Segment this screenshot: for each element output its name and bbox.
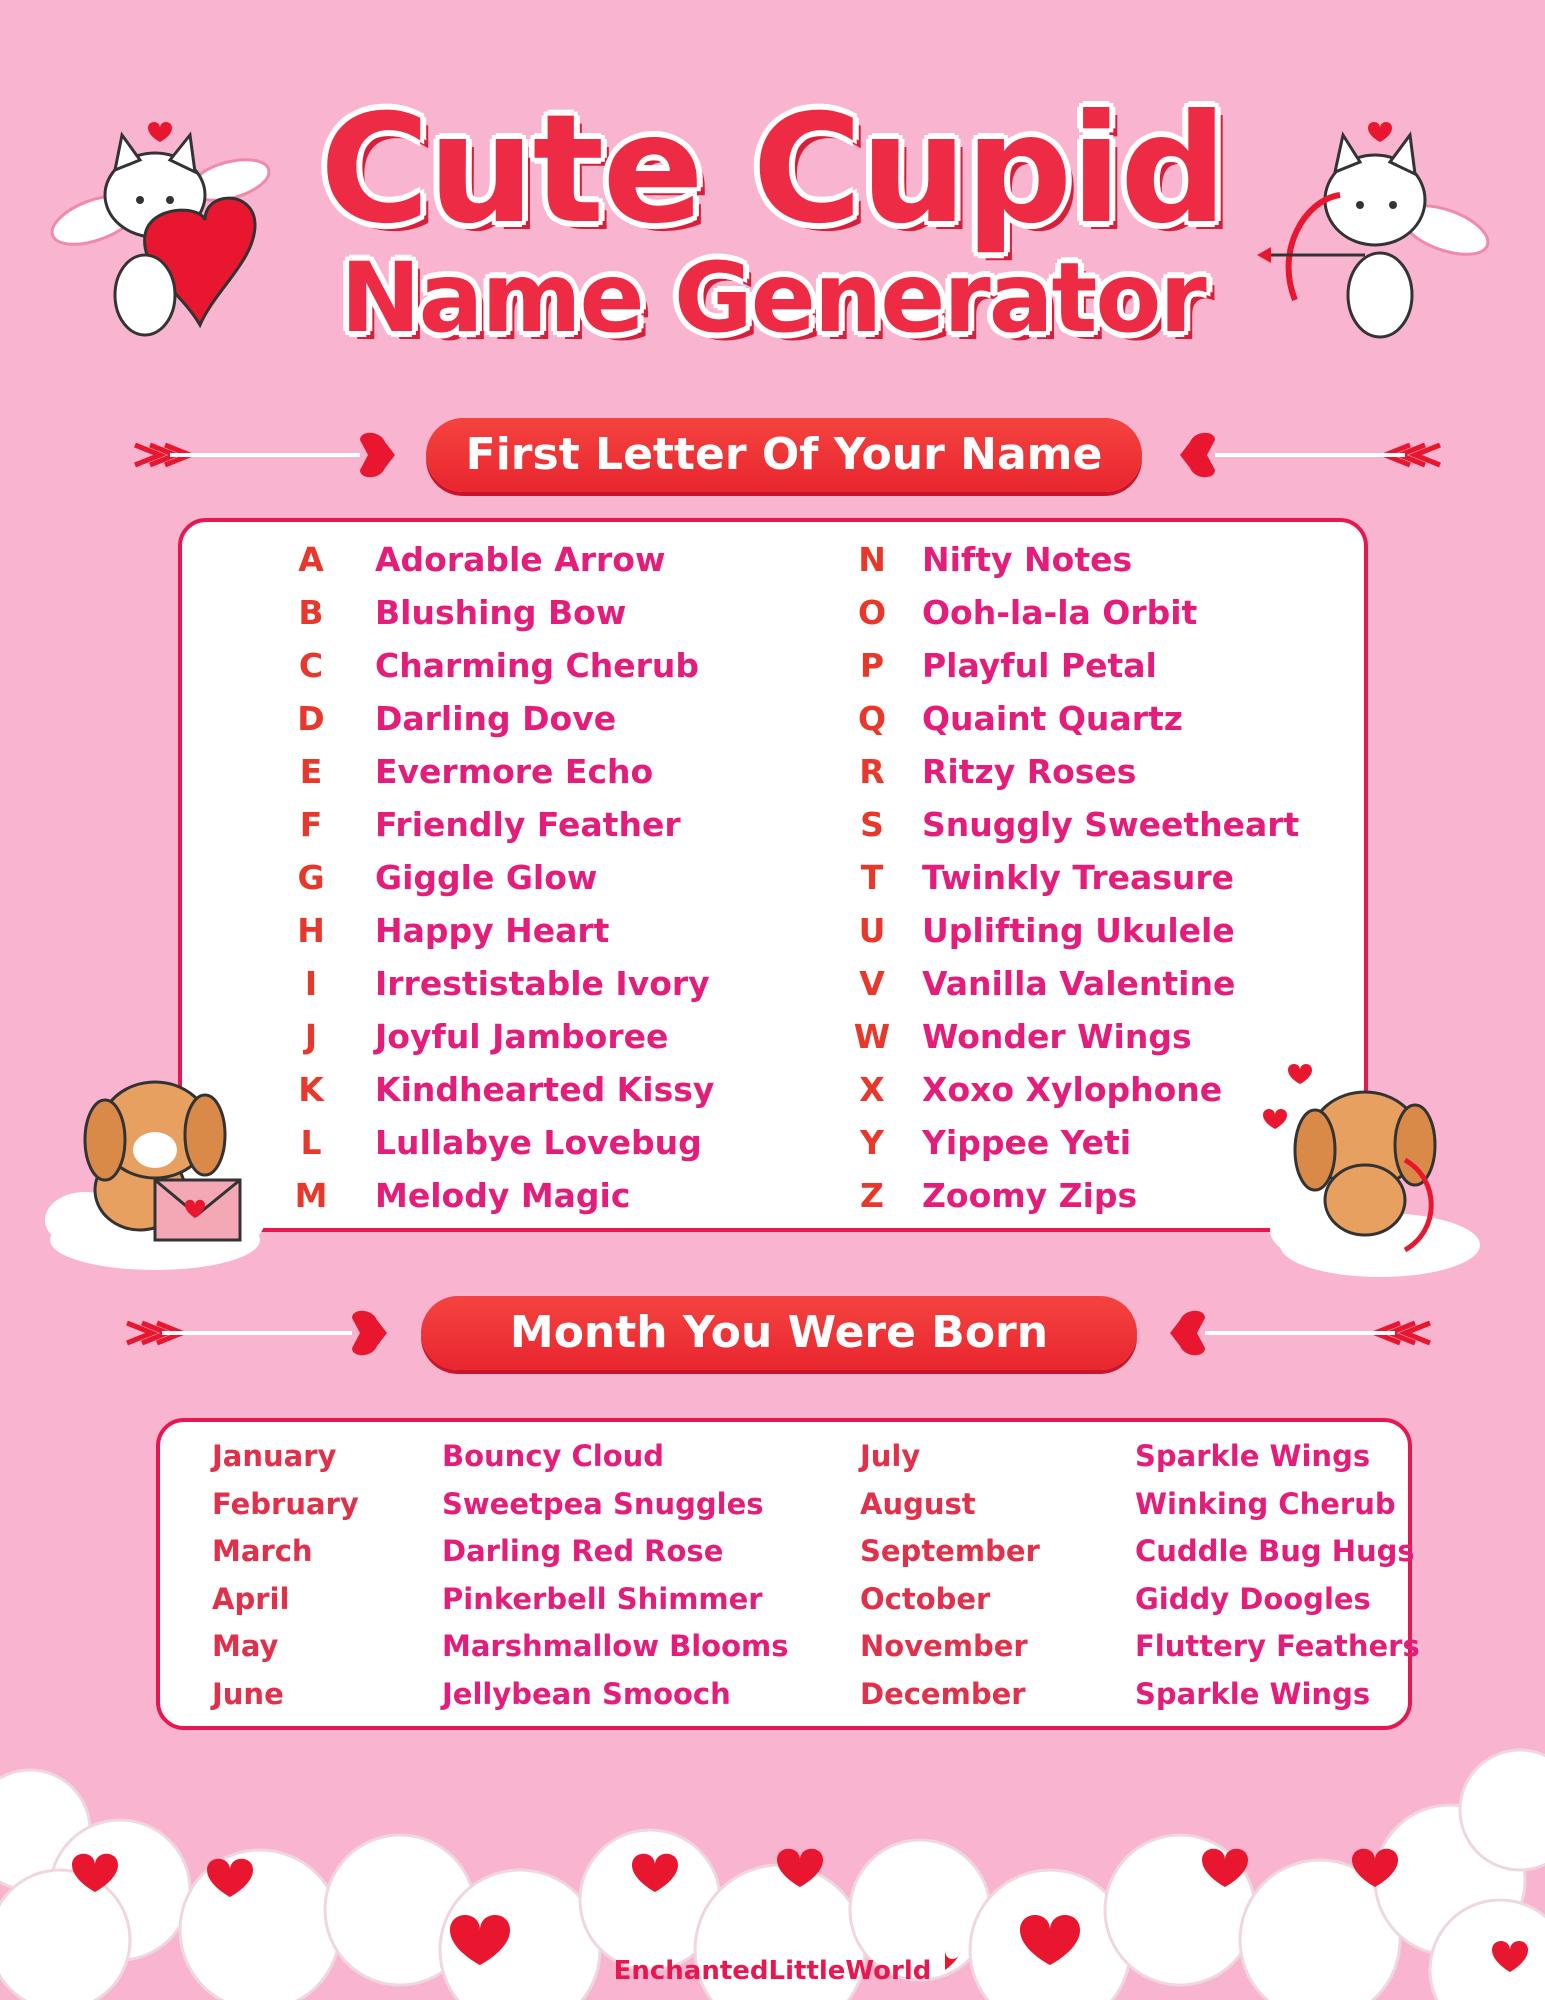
month-key: October (860, 1581, 991, 1616)
letter-name: Vanilla Valentine (922, 964, 1236, 1003)
month-key: June (212, 1676, 284, 1711)
month-name: Fluttery Feathers (1135, 1629, 1420, 1663)
letter-key: I (304, 964, 318, 1003)
month-key: July (860, 1439, 921, 1473)
letter-key: Z (860, 1176, 884, 1215)
letter-key: B (298, 593, 324, 632)
letter-key: R (859, 752, 885, 791)
letter-key: N (858, 540, 886, 579)
letter-name: Darling Dove (375, 699, 617, 738)
letter-name: Friendly Feather (375, 805, 681, 844)
footer-brand: EnchantedLittleWorld (613, 1956, 932, 1986)
letter-key: O (857, 593, 887, 632)
month-name: Marshmallow Blooms (442, 1629, 789, 1663)
letter-name: Ritzy Roses (922, 752, 1137, 791)
letter-key: C (298, 646, 324, 685)
letter-name: Wonder Wings (922, 1017, 1192, 1056)
month-name: Sweetpea Snuggles (442, 1486, 764, 1521)
letter-key: L (300, 1123, 322, 1162)
letter-key: T (860, 858, 884, 897)
month-name: Winking Cherub (1135, 1486, 1396, 1521)
arrow-heart-icon (1175, 430, 1445, 480)
month-name: Bouncy Cloud (442, 1439, 665, 1473)
month-name: Cuddle Bug Hugs (1135, 1534, 1415, 1568)
letter-name: Giggle Glow (375, 858, 598, 897)
letter-name: Yippee Yeti (922, 1123, 1132, 1162)
letter-name: Zoomy Zips (922, 1176, 1138, 1215)
letter-name: Twinkly Treasure (922, 858, 1235, 897)
letter-name: Snuggly Sweetheart (922, 805, 1300, 844)
title-line-1: Cute Cupid (319, 83, 1226, 257)
letter-key: M (294, 1176, 328, 1215)
month-name: Jellybean Smooch (442, 1676, 731, 1711)
letter-name: Quaint Quartz (922, 699, 1183, 738)
arrow-heart-icon (1165, 1308, 1435, 1358)
letter-key: U (858, 911, 886, 950)
month-key: November (860, 1629, 1028, 1663)
cupid-cat-bow-icon (1255, 110, 1495, 350)
letter-name: Blushing Bow (375, 593, 627, 632)
letter-key: F (299, 805, 323, 844)
month-name: Pinkerbell Shimmer (442, 1581, 763, 1616)
month-name: Darling Red Rose (442, 1534, 724, 1568)
letter-key: E (299, 752, 323, 791)
letter-name: Joyful Jamboree (375, 1017, 669, 1056)
title-line-2: Name Generator (340, 242, 1205, 354)
letter-key: X (859, 1070, 885, 1109)
letter-name: Kindhearted Kissy (375, 1070, 715, 1109)
month-key: April (212, 1581, 290, 1616)
letter-name: Evermore Echo (375, 752, 654, 791)
cupid-cat-heart-icon (40, 110, 280, 350)
letter-name: Uplifting Ukulele (922, 911, 1235, 950)
letter-name: Lullabye Lovebug (375, 1123, 702, 1162)
month-name: Sparkle Wings (1135, 1439, 1371, 1473)
month-key: March (212, 1534, 313, 1568)
letter-name: Adorable Arrow (375, 540, 666, 579)
letter-name: Charming Cherub (375, 646, 700, 685)
letter-key: P (859, 646, 885, 685)
letter-name: Melody Magic (375, 1176, 631, 1215)
month-key: August (860, 1486, 976, 1521)
letter-key: H (297, 911, 325, 950)
letter-name: Xoxo Xylophone (922, 1070, 1223, 1109)
month-key: September (860, 1534, 1040, 1568)
letter-key: V (859, 964, 885, 1003)
letter-key: D (297, 699, 325, 738)
letter-key: A (298, 540, 324, 579)
letter-key: K (298, 1070, 324, 1109)
puppy-cupid-icon (1255, 1050, 1485, 1280)
letter-name: Irrestistable Ivory (375, 964, 710, 1003)
letter-name: Happy Heart (375, 911, 610, 950)
letter-key: Q (857, 699, 887, 738)
letter-key: W (853, 1017, 891, 1056)
letter-name: Playful Petal (922, 646, 1157, 685)
arrow-heart-icon (122, 1308, 392, 1358)
section-title-first-letter: First Letter Of Your Name (426, 418, 1142, 492)
letter-key: J (304, 1017, 318, 1056)
letter-name: Ooh-la-la Orbit (922, 593, 1198, 632)
arrow-heart-icon (130, 430, 400, 480)
letter-key: G (297, 858, 325, 897)
month-key: May (212, 1629, 279, 1663)
puppy-letter-icon (45, 1070, 270, 1270)
letter-name: Nifty Notes (922, 540, 1133, 579)
month-name: Giddy Doogles (1135, 1581, 1371, 1616)
section-title-month: Month You Were Born (421, 1296, 1137, 1370)
letter-key: Y (860, 1123, 884, 1162)
month-name: Sparkle Wings (1135, 1676, 1371, 1711)
month-key: January (212, 1439, 337, 1473)
month-key: February (212, 1486, 359, 1521)
letter-key: S (860, 805, 884, 844)
month-key: December (860, 1676, 1026, 1711)
